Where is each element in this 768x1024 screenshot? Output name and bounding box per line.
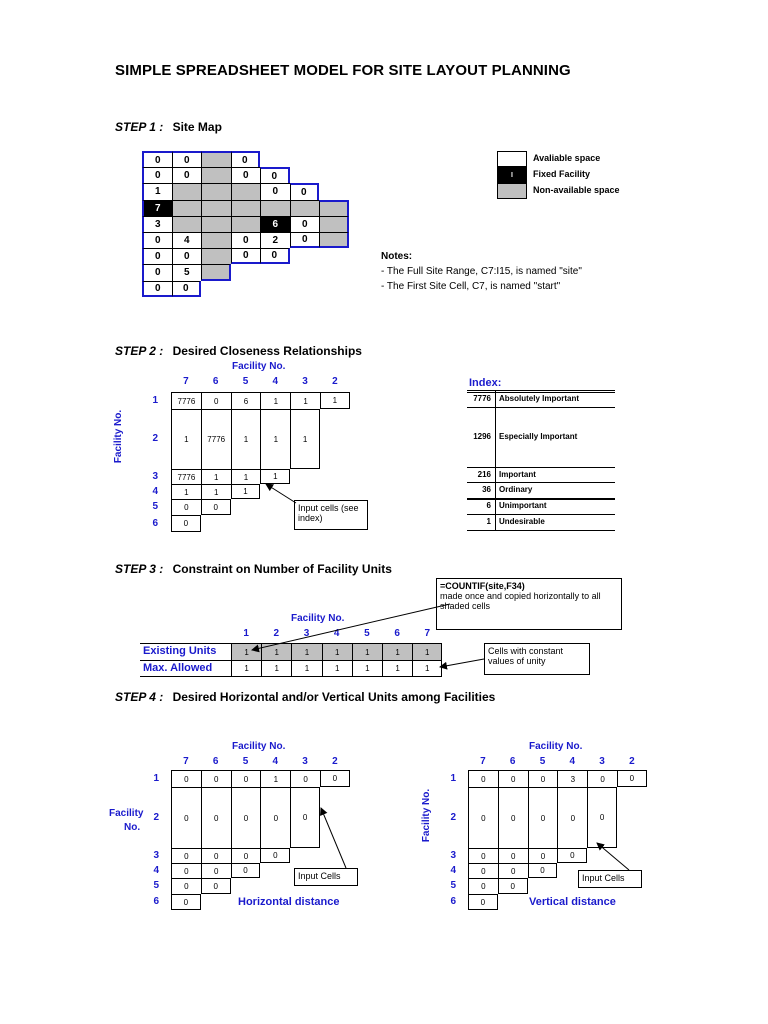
units-row-label: Max. Allowed	[143, 662, 213, 674]
column-header: 7	[480, 756, 486, 767]
matrix-cell: 1	[171, 484, 201, 499]
matrix-cell: 0	[171, 848, 201, 863]
site-cell: 0	[142, 248, 172, 264]
index-value: 1296	[473, 432, 491, 441]
matrix-cell: 0	[201, 499, 231, 515]
matrix-cell: 0	[320, 770, 350, 787]
matrix-cell: 0	[231, 863, 261, 878]
matrix-cell: 0	[171, 863, 201, 878]
column-header: 3	[303, 628, 310, 639]
matrix-cell: 7776	[171, 469, 201, 484]
step4-left-side-label-1: Facility	[109, 808, 144, 819]
matrix-cell: 0	[290, 787, 320, 848]
row-header: 5	[450, 880, 456, 891]
row-header: 6	[152, 517, 158, 529]
note-line-1: - The Full Site Range, C7:I15, is named "site"	[381, 266, 582, 277]
step4-left-facility-title: Facility No.	[232, 741, 286, 752]
column-header: 6	[212, 756, 219, 767]
index-title: Index:	[469, 377, 502, 389]
index-value: 6	[486, 501, 491, 510]
input-cells-callout: Input cells (see index)	[294, 500, 368, 530]
matrix-cell: 0	[498, 863, 528, 878]
matrix-cell: 1	[260, 409, 290, 469]
site-cell: 4	[172, 232, 202, 248]
site-cell: 0	[142, 232, 172, 248]
arrow-step2	[266, 484, 296, 503]
matrix-cell: 1	[231, 469, 261, 484]
matrix-cell: 0	[557, 848, 587, 863]
column-header: 7	[424, 628, 431, 639]
site-cell: 0	[142, 167, 172, 183]
matrix-cell: 0	[498, 878, 528, 894]
right-input-callout: Input Cells	[578, 870, 642, 888]
units-cell: 1	[291, 643, 321, 660]
legend-label: Avaliable space	[533, 153, 601, 163]
arrow-left-input	[321, 808, 346, 868]
column-header: 2	[629, 756, 635, 767]
index-label: Undesirable	[499, 517, 545, 526]
matrix-cell: 0	[231, 770, 261, 787]
step4-title: Desired Horizontal and/or Vertical Units among Facilities	[172, 690, 496, 704]
horizontal-caption: Horizontal distance	[238, 896, 340, 908]
matrix-cell: 7776	[201, 409, 231, 469]
matrix-cell: 0	[528, 770, 558, 787]
step4-label: STEP 4 :	[115, 690, 164, 704]
units-cell: 1	[412, 643, 442, 660]
units-cell: 1	[352, 643, 382, 660]
site-cell: 0	[231, 167, 261, 183]
units-cell: 1	[261, 660, 291, 677]
row-header: 5	[152, 501, 158, 512]
page-title: SIMPLE SPREADSHEET MODEL FOR SITE LAYOUT PLANNING	[115, 62, 571, 79]
matrix-cell: 0	[557, 787, 587, 848]
site-cell: 3	[142, 216, 172, 232]
row-header: 2	[153, 811, 159, 823]
units-row-label: Existing Units	[143, 645, 217, 657]
note-line-2: - The First Site Cell, C7, is named "start"	[381, 281, 561, 292]
site-cell: 0	[231, 151, 261, 167]
units-cell: 1	[231, 660, 261, 677]
matrix-cell: 0	[171, 894, 201, 910]
step1-label: STEP 1 :	[115, 120, 164, 134]
index-label: Especially Important	[499, 432, 578, 441]
step4-right-side-label: Facility No.	[421, 788, 433, 843]
matrix-cell: 0	[498, 787, 528, 848]
formula-text: =COUNTIF(site,F34)	[440, 581, 525, 591]
step4-right-facility-title: Facility No.	[529, 741, 583, 752]
arrow-unity	[440, 659, 484, 667]
matrix-cell: 0	[617, 770, 647, 787]
matrix-cell: 7776	[171, 392, 201, 409]
matrix-cell: 0	[231, 848, 261, 863]
column-header: 3	[599, 756, 605, 767]
column-header: 5	[539, 756, 546, 767]
matrix-cell: 0	[201, 787, 231, 848]
site-cell: 2	[260, 232, 290, 248]
site-cell: 0	[260, 248, 290, 264]
matrix-cell: 1	[320, 392, 350, 409]
legend-label: Non-available space	[533, 185, 620, 195]
matrix-cell: 1	[260, 770, 290, 787]
row-header: 2	[152, 433, 158, 444]
step3-label: STEP 3 :	[115, 562, 164, 576]
units-cell: 1	[412, 660, 442, 677]
site-cell: 1	[142, 183, 172, 199]
step2-facility-title: Facility No.	[232, 361, 286, 372]
site-cell: 0	[290, 232, 320, 248]
row-header: 6	[153, 896, 159, 907]
matrix-cell: 1	[290, 409, 320, 469]
row-header: 3	[153, 849, 159, 861]
matrix-cell: 0	[468, 787, 498, 848]
column-header: 2	[332, 376, 338, 387]
matrix-cell: 1	[171, 409, 201, 469]
matrix-cell: 0	[171, 499, 201, 515]
matrix-cell: 1	[290, 392, 320, 409]
matrix-cell: 0	[201, 770, 231, 787]
arrow-formula	[252, 604, 450, 650]
step3-title: Constraint on Number of Facility Units	[172, 562, 392, 576]
matrix-cell: 0	[201, 863, 231, 878]
column-header: 7	[183, 756, 189, 767]
index-label: Unimportant	[499, 501, 547, 510]
matrix-cell: 0	[528, 787, 558, 848]
matrix-cell: 0	[290, 770, 320, 787]
matrix-cell: 1	[260, 469, 290, 484]
column-header: 4	[272, 376, 279, 387]
matrix-cell: 0	[587, 770, 617, 787]
site-cell: 0	[172, 151, 202, 167]
matrix-cell: 0	[171, 770, 201, 787]
matrix-cell: 0	[468, 770, 498, 787]
site-cell: 5	[172, 264, 202, 280]
step3-facility-title: Facility No.	[291, 613, 345, 624]
row-header: 2	[450, 811, 456, 823]
site-cell: 6	[260, 216, 290, 232]
units-cell: 1	[352, 660, 382, 677]
index-label: Absolutely Important	[499, 393, 580, 403]
index-value: 36	[482, 485, 491, 494]
matrix-cell: 1	[201, 469, 231, 484]
column-header: 7	[183, 376, 189, 387]
units-cell: 1	[231, 643, 261, 660]
column-header: 3	[302, 376, 308, 387]
matrix-cell: 0	[587, 787, 617, 848]
matrix-cell: 0	[260, 848, 290, 863]
row-header: 4	[152, 485, 158, 497]
site-cell: 0	[260, 167, 290, 183]
index-label: Important	[499, 469, 536, 479]
left-input-callout: Input Cells	[294, 868, 358, 886]
row-header: 3	[450, 849, 456, 861]
column-header: 4	[272, 756, 279, 767]
column-header: 4	[569, 756, 576, 767]
row-header: 5	[153, 880, 159, 891]
site-cell: 0	[142, 264, 172, 280]
vertical-caption: Vertical distance	[529, 896, 616, 908]
column-header: 6	[212, 376, 219, 387]
row-header: 4	[153, 864, 159, 876]
matrix-cell: 1	[260, 392, 290, 409]
site-cell: 0	[290, 216, 320, 232]
units-cell: 1	[382, 643, 412, 660]
row-header: 3	[152, 470, 158, 482]
units-cell: 1	[382, 660, 412, 677]
column-header: 1	[243, 628, 249, 639]
column-header: 2	[332, 756, 338, 767]
column-header: 6	[394, 628, 400, 639]
row-header: 4	[450, 864, 456, 876]
site-cell: 0	[172, 281, 202, 297]
site-cell: 7	[142, 200, 172, 216]
matrix-cell: 1	[231, 409, 261, 469]
matrix-cell: 6	[231, 392, 261, 409]
matrix-cell: 0	[498, 770, 528, 787]
units-cell: 1	[322, 660, 352, 677]
matrix-cell: 0	[201, 878, 231, 894]
step2-side-label: Facility No.	[113, 409, 125, 464]
row-header: 6	[450, 896, 456, 907]
site-cell: 0	[172, 248, 202, 264]
column-header: 4	[333, 628, 340, 639]
column-header: 6	[509, 756, 516, 767]
site-cell: 0	[260, 183, 290, 199]
matrix-cell: 0	[468, 894, 498, 910]
matrix-cell: 0	[260, 787, 290, 848]
matrix-cell: 1	[201, 484, 231, 499]
matrix-cell: 0	[201, 392, 231, 409]
site-cell: 0	[231, 248, 261, 264]
matrix-cell: 0	[231, 787, 261, 848]
step2-title: Desired Closeness Relationships	[172, 344, 362, 358]
row-header: 1	[450, 772, 456, 784]
units-cell: 1	[291, 660, 321, 677]
row-header: 1	[152, 394, 158, 406]
matrix-cell: 0	[498, 848, 528, 863]
step2-label: STEP 2 :	[115, 344, 164, 358]
legend-swatch: I	[497, 167, 527, 183]
matrix-cell: 0	[468, 848, 498, 863]
index-value: 1	[486, 517, 491, 526]
unity-callout: Cells with constant values of unity	[484, 643, 590, 675]
matrix-cell: 1	[231, 484, 261, 499]
step1-title: Site Map	[172, 120, 222, 134]
row-header: 1	[153, 772, 159, 784]
legend-label: Fixed Facility	[533, 169, 591, 179]
formula-note: made once and copied horizontally to all shaded cells	[440, 591, 601, 611]
index-label: Ordinary	[499, 485, 533, 494]
matrix-cell: 0	[171, 515, 201, 532]
matrix-cell: 3	[557, 770, 587, 787]
index-value: 7776	[473, 393, 491, 403]
notes-title: Notes:	[381, 251, 413, 262]
column-header: 5	[242, 756, 249, 767]
site-cell: 0	[142, 281, 172, 297]
arrow-right-input	[597, 843, 629, 870]
matrix-cell: 0	[528, 848, 558, 863]
matrix-cell: 0	[468, 878, 498, 894]
matrix-cell: 0	[171, 787, 201, 848]
site-cell: 0	[172, 167, 202, 183]
column-header: 5	[364, 628, 370, 639]
site-cell: 0	[290, 183, 320, 199]
column-header: 2	[273, 628, 280, 639]
matrix-cell: 0	[171, 878, 201, 894]
site-cell: 0	[142, 151, 172, 167]
units-cell: 1	[322, 643, 352, 660]
step4-left-side-label-2: No.	[124, 822, 141, 833]
matrix-cell: 0	[201, 848, 231, 863]
matrix-cell: 0	[468, 863, 498, 878]
site-cell: 0	[231, 232, 261, 248]
index-value: 216	[477, 469, 491, 479]
column-header: 5	[242, 376, 249, 387]
units-cell: 1	[261, 643, 291, 660]
matrix-cell: 0	[528, 863, 558, 878]
column-header: 3	[302, 756, 308, 767]
